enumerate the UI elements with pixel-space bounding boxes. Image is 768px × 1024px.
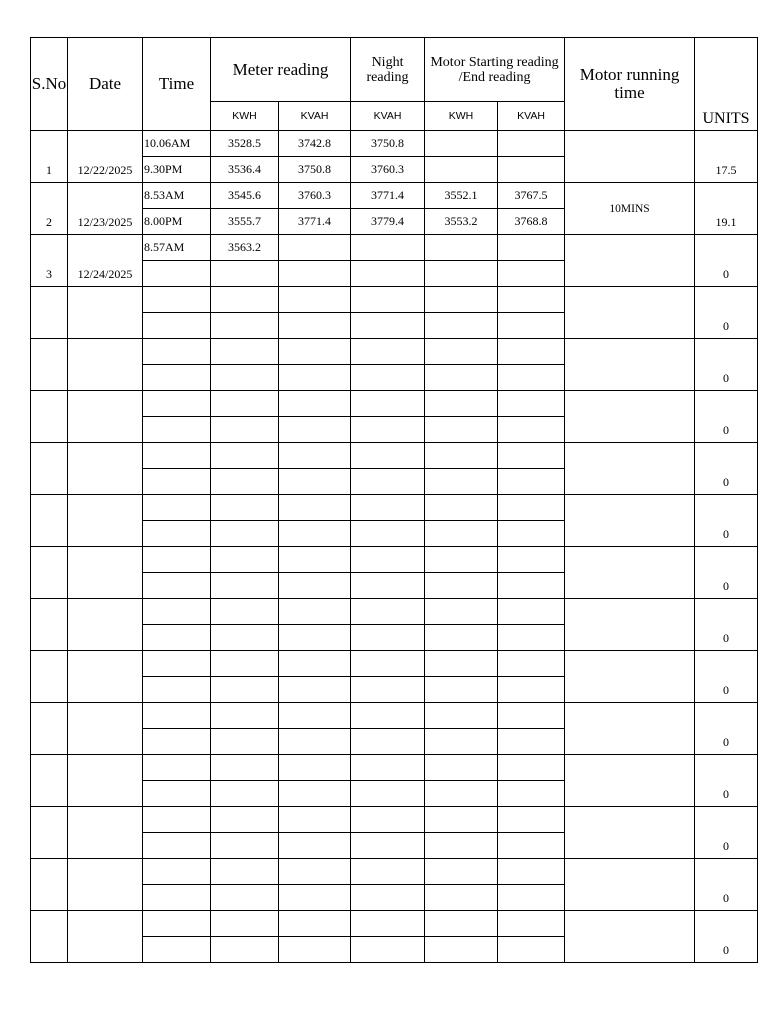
kwh-cell: [211, 261, 279, 287]
night-kvah-cell: [351, 261, 425, 287]
units-cell: 0: [695, 807, 758, 859]
motor-kwh-cell: [425, 911, 498, 937]
date-cell: [68, 651, 143, 703]
night-kvah-cell: [351, 521, 425, 547]
motor-kwh-cell: [425, 313, 498, 339]
table-row: [31, 495, 758, 521]
motor-running-time-cell: [565, 235, 695, 287]
kwh-cell: [211, 859, 279, 885]
table-row: [31, 547, 758, 573]
time-cell: [143, 495, 211, 521]
kwh-cell: [211, 547, 279, 573]
date-cell: [68, 287, 143, 339]
sno-cell: 3: [31, 235, 68, 287]
kvah-cell: [279, 885, 351, 911]
table-row: [31, 391, 758, 417]
time-cell: [143, 573, 211, 599]
meter-reading-header: Meter reading: [211, 38, 351, 102]
units-cell: 0: [695, 703, 758, 755]
motor-kvah-cell: [498, 521, 565, 547]
time-cell: [143, 729, 211, 755]
meter-kwh-subheader: KWH: [211, 102, 279, 131]
date-cell: [68, 391, 143, 443]
motor-running-time-cell: [565, 651, 695, 703]
kvah-cell: [279, 469, 351, 495]
motor-kvah-cell: [498, 391, 565, 417]
night-kvah-cell: [351, 859, 425, 885]
motor-kwh-cell: [425, 235, 498, 261]
motor-kwh-cell: [425, 131, 498, 157]
sno-cell: [31, 859, 68, 911]
motor-kwh-cell: [425, 391, 498, 417]
kvah-cell: [279, 365, 351, 391]
units-cell: 0: [695, 755, 758, 807]
units-header: UNITS: [695, 38, 758, 131]
sno-cell: [31, 599, 68, 651]
meter-kvah-subheader: KVAH: [279, 102, 351, 131]
table-row: [31, 651, 758, 677]
motor-kwh-cell: [425, 651, 498, 677]
meter-reading-table: [30, 37, 758, 963]
night-kvah-cell: [351, 833, 425, 859]
time-cell: [143, 755, 211, 781]
date-cell: [68, 599, 143, 651]
motor-kwh-cell: [425, 547, 498, 573]
motor-kwh-cell: [425, 755, 498, 781]
kwh-cell: 3528.5: [211, 131, 279, 157]
kvah-cell: [279, 729, 351, 755]
motor-kvah-cell: [498, 287, 565, 313]
units-cell: 17.5: [695, 131, 758, 183]
motor-kvah-cell: [498, 469, 565, 495]
motor-kvah-cell: [498, 703, 565, 729]
kvah-cell: [279, 235, 351, 261]
units-cell: 0: [695, 495, 758, 547]
kvah-cell: 3760.3: [279, 183, 351, 209]
kvah-cell: [279, 547, 351, 573]
motor-kvah-cell: [498, 859, 565, 885]
motor-kwh-cell: [425, 157, 498, 183]
time-cell: [143, 391, 211, 417]
motor-kwh-cell: [425, 521, 498, 547]
motor-start-end-header: Motor Starting reading /End reading: [425, 38, 565, 102]
time-cell: 8.53AM: [143, 183, 211, 209]
kwh-cell: [211, 443, 279, 469]
table-row: [31, 807, 758, 833]
motor-kvah-cell: [498, 729, 565, 755]
sno-cell: [31, 651, 68, 703]
sno-cell: [31, 911, 68, 963]
motor-kwh-cell: [425, 443, 498, 469]
motor-running-time-cell: [565, 287, 695, 339]
night-kvah-cell: 3760.3: [351, 157, 425, 183]
night-kvah-cell: [351, 729, 425, 755]
sno-cell: 2: [31, 183, 68, 235]
kvah-cell: [279, 495, 351, 521]
kvah-cell: [279, 599, 351, 625]
motor-running-time-cell: [565, 755, 695, 807]
kwh-cell: [211, 313, 279, 339]
units-cell: 0: [695, 339, 758, 391]
sno-cell: [31, 391, 68, 443]
night-kvah-cell: [351, 313, 425, 339]
motor-running-time-cell: [565, 703, 695, 755]
sno-header: S.No: [31, 38, 68, 131]
motor-kwh-cell: [425, 599, 498, 625]
kvah-cell: 3750.8: [279, 157, 351, 183]
kvah-cell: [279, 313, 351, 339]
kvah-cell: 3771.4: [279, 209, 351, 235]
kvah-cell: [279, 677, 351, 703]
time-cell: [143, 261, 211, 287]
motor-running-time-cell: [565, 339, 695, 391]
time-cell: [143, 443, 211, 469]
sno-cell: [31, 443, 68, 495]
table-row: [31, 911, 758, 937]
date-cell: [68, 443, 143, 495]
motor-kvah-cell: [498, 157, 565, 183]
kvah-cell: [279, 833, 351, 859]
time-cell: [143, 599, 211, 625]
motor-kvah-cell: [498, 677, 565, 703]
units-cell: 0: [695, 235, 758, 287]
date-cell: [68, 339, 143, 391]
kwh-cell: [211, 703, 279, 729]
kvah-cell: [279, 417, 351, 443]
motor-kvah-cell: [498, 339, 565, 365]
motor-running-time-cell: [565, 859, 695, 911]
units-cell: 19.1: [695, 183, 758, 235]
motor-kvah-cell: [498, 625, 565, 651]
sno-cell: [31, 547, 68, 599]
motor-kwh-cell: [425, 937, 498, 963]
kwh-cell: [211, 729, 279, 755]
kwh-cell: [211, 911, 279, 937]
kwh-cell: [211, 417, 279, 443]
kwh-cell: 3563.2: [211, 235, 279, 261]
motor-kwh-cell: [425, 365, 498, 391]
motor-kvah-cell: 3767.5: [498, 183, 565, 209]
night-kvah-cell: [351, 755, 425, 781]
kwh-cell: [211, 339, 279, 365]
kvah-cell: [279, 755, 351, 781]
motor-kwh-cell: [425, 339, 498, 365]
kvah-cell: [279, 521, 351, 547]
motor-kwh-cell: [425, 287, 498, 313]
kwh-cell: [211, 365, 279, 391]
date-cell: [68, 703, 143, 755]
night-kvah-cell: [351, 781, 425, 807]
night-kvah-cell: 3779.4: [351, 209, 425, 235]
units-cell: 0: [695, 547, 758, 599]
motor-kwh-cell: [425, 417, 498, 443]
time-cell: [143, 287, 211, 313]
night-kvah-cell: [351, 391, 425, 417]
time-cell: [143, 417, 211, 443]
kwh-cell: [211, 755, 279, 781]
time-cell: [143, 521, 211, 547]
sno-cell: [31, 807, 68, 859]
night-kvah-cell: [351, 443, 425, 469]
time-cell: [143, 833, 211, 859]
motor-kwh-cell: [425, 495, 498, 521]
night-kvah-cell: [351, 365, 425, 391]
time-cell: 10.06AM: [143, 131, 211, 157]
units-cell: 0: [695, 443, 758, 495]
time-cell: [143, 469, 211, 495]
table-row: [31, 859, 758, 885]
kvah-cell: [279, 339, 351, 365]
kwh-cell: [211, 677, 279, 703]
motor-running-time-cell: [565, 547, 695, 599]
kvah-cell: [279, 781, 351, 807]
table-body: [31, 131, 758, 963]
motor-kvah-cell: [498, 599, 565, 625]
kwh-cell: 3555.7: [211, 209, 279, 235]
date-cell: [68, 859, 143, 911]
kwh-cell: [211, 521, 279, 547]
kwh-cell: [211, 937, 279, 963]
time-cell: 8.57AM: [143, 235, 211, 261]
time-cell: [143, 859, 211, 885]
time-cell: 8.00PM: [143, 209, 211, 235]
night-kvah-cell: [351, 703, 425, 729]
table-row: [31, 703, 758, 729]
time-cell: [143, 547, 211, 573]
motor-kvah-cell: [498, 365, 565, 391]
night-kvah-cell: [351, 339, 425, 365]
motor-running-time-cell: [565, 391, 695, 443]
motor-kvah-cell: 3768.8: [498, 209, 565, 235]
time-cell: [143, 677, 211, 703]
motor-kvah-cell: [498, 807, 565, 833]
kwh-cell: [211, 833, 279, 859]
units-cell: 0: [695, 859, 758, 911]
night-kvah-cell: [351, 651, 425, 677]
date-cell: [68, 755, 143, 807]
time-cell: [143, 807, 211, 833]
date-header: Date: [68, 38, 143, 131]
kvah-cell: [279, 911, 351, 937]
kwh-cell: [211, 469, 279, 495]
sno-cell: [31, 287, 68, 339]
night-kvah-cell: [351, 469, 425, 495]
motor-kvah-subheader: KVAH: [498, 102, 565, 131]
time-cell: 9.30PM: [143, 157, 211, 183]
motor-running-time-cell: [565, 599, 695, 651]
motor-kwh-cell: [425, 781, 498, 807]
night-reading-header: Night reading: [351, 38, 425, 102]
kvah-cell: [279, 651, 351, 677]
units-cell: 0: [695, 911, 758, 963]
units-cell: 0: [695, 287, 758, 339]
units-cell: 0: [695, 599, 758, 651]
units-cell: 0: [695, 391, 758, 443]
night-kvah-cell: 3771.4: [351, 183, 425, 209]
units-cell: 0: [695, 651, 758, 703]
sno-cell: [31, 495, 68, 547]
night-kvah-cell: [351, 573, 425, 599]
table-row: [31, 235, 758, 261]
motor-kwh-cell: [425, 469, 498, 495]
kvah-cell: [279, 443, 351, 469]
night-kvah-cell: [351, 625, 425, 651]
date-cell: 12/24/2025: [68, 235, 143, 287]
motor-running-time-cell: [565, 131, 695, 183]
kwh-cell: [211, 807, 279, 833]
time-cell: [143, 365, 211, 391]
kwh-cell: [211, 625, 279, 651]
table-row: [31, 443, 758, 469]
motor-kvah-cell: [498, 547, 565, 573]
kwh-cell: [211, 573, 279, 599]
time-cell: [143, 313, 211, 339]
sno-cell: 1: [31, 131, 68, 183]
sno-cell: [31, 339, 68, 391]
night-kvah-cell: [351, 677, 425, 703]
motor-running-time-header: Motor running time: [565, 38, 695, 131]
motor-kwh-cell: [425, 677, 498, 703]
kwh-cell: [211, 781, 279, 807]
motor-kvah-cell: [498, 833, 565, 859]
kvah-cell: [279, 625, 351, 651]
time-cell: [143, 651, 211, 677]
kvah-cell: [279, 261, 351, 287]
time-cell: [143, 339, 211, 365]
kwh-cell: [211, 651, 279, 677]
motor-running-time-cell: 10MINS: [565, 183, 695, 235]
time-cell: [143, 625, 211, 651]
table-row: [31, 287, 758, 313]
time-cell: [143, 911, 211, 937]
motor-kwh-cell: [425, 885, 498, 911]
kwh-cell: [211, 495, 279, 521]
motor-kwh-cell: [425, 703, 498, 729]
night-kvah-cell: [351, 547, 425, 573]
motor-kvah-cell: [498, 417, 565, 443]
kwh-cell: [211, 599, 279, 625]
motor-kwh-cell: [425, 859, 498, 885]
time-cell: [143, 937, 211, 963]
motor-kvah-cell: [498, 443, 565, 469]
kwh-cell: [211, 287, 279, 313]
time-cell: [143, 781, 211, 807]
kwh-cell: [211, 885, 279, 911]
motor-kvah-cell: [498, 651, 565, 677]
night-kvah-cell: [351, 235, 425, 261]
motor-running-time-cell: [565, 443, 695, 495]
motor-kwh-cell: 3553.2: [425, 209, 498, 235]
kvah-cell: [279, 391, 351, 417]
motor-kwh-cell: [425, 833, 498, 859]
kvah-cell: [279, 287, 351, 313]
motor-kvah-cell: [498, 755, 565, 781]
kwh-cell: [211, 391, 279, 417]
night-kvah-cell: [351, 417, 425, 443]
date-cell: [68, 807, 143, 859]
kvah-cell: 3742.8: [279, 131, 351, 157]
motor-kwh-cell: [425, 807, 498, 833]
night-kvah-cell: [351, 495, 425, 521]
kvah-cell: [279, 703, 351, 729]
night-kvah-cell: 3750.8: [351, 131, 425, 157]
motor-kwh-cell: 3552.1: [425, 183, 498, 209]
kvah-cell: [279, 573, 351, 599]
night-kvah-cell: [351, 807, 425, 833]
night-kvah-cell: [351, 911, 425, 937]
motor-kvah-cell: [498, 235, 565, 261]
time-cell: [143, 703, 211, 729]
motor-running-time-cell: [565, 495, 695, 547]
night-kvah-subheader: KVAH: [351, 102, 425, 131]
night-kvah-cell: [351, 287, 425, 313]
motor-kwh-subheader: KWH: [425, 102, 498, 131]
night-kvah-cell: [351, 937, 425, 963]
kwh-cell: 3545.6: [211, 183, 279, 209]
motor-running-time-cell: [565, 911, 695, 963]
kvah-cell: [279, 859, 351, 885]
night-kvah-cell: [351, 885, 425, 911]
motor-kvah-cell: [498, 573, 565, 599]
sno-cell: [31, 755, 68, 807]
motor-kvah-cell: [498, 911, 565, 937]
motor-kvah-cell: [498, 781, 565, 807]
motor-kwh-cell: [425, 261, 498, 287]
kvah-cell: [279, 937, 351, 963]
date-cell: [68, 495, 143, 547]
kvah-cell: [279, 807, 351, 833]
table-row: [31, 599, 758, 625]
date-cell: [68, 911, 143, 963]
motor-kvah-cell: [498, 131, 565, 157]
motor-running-time-cell: [565, 807, 695, 859]
date-cell: [68, 547, 143, 599]
date-cell: 12/22/2025: [68, 131, 143, 183]
motor-kvah-cell: [498, 261, 565, 287]
table-row: [31, 131, 758, 157]
time-cell: [143, 885, 211, 911]
motor-kvah-cell: [498, 885, 565, 911]
night-kvah-cell: [351, 599, 425, 625]
motor-kvah-cell: [498, 937, 565, 963]
motor-kwh-cell: [425, 573, 498, 599]
motor-kwh-cell: [425, 729, 498, 755]
motor-kwh-cell: [425, 625, 498, 651]
table-row: [31, 183, 758, 209]
table-row: [31, 339, 758, 365]
time-header: Time: [143, 38, 211, 131]
date-cell: 12/23/2025: [68, 183, 143, 235]
kwh-cell: 3536.4: [211, 157, 279, 183]
table-row: [31, 755, 758, 781]
motor-kvah-cell: [498, 495, 565, 521]
sno-cell: [31, 703, 68, 755]
motor-kvah-cell: [498, 313, 565, 339]
